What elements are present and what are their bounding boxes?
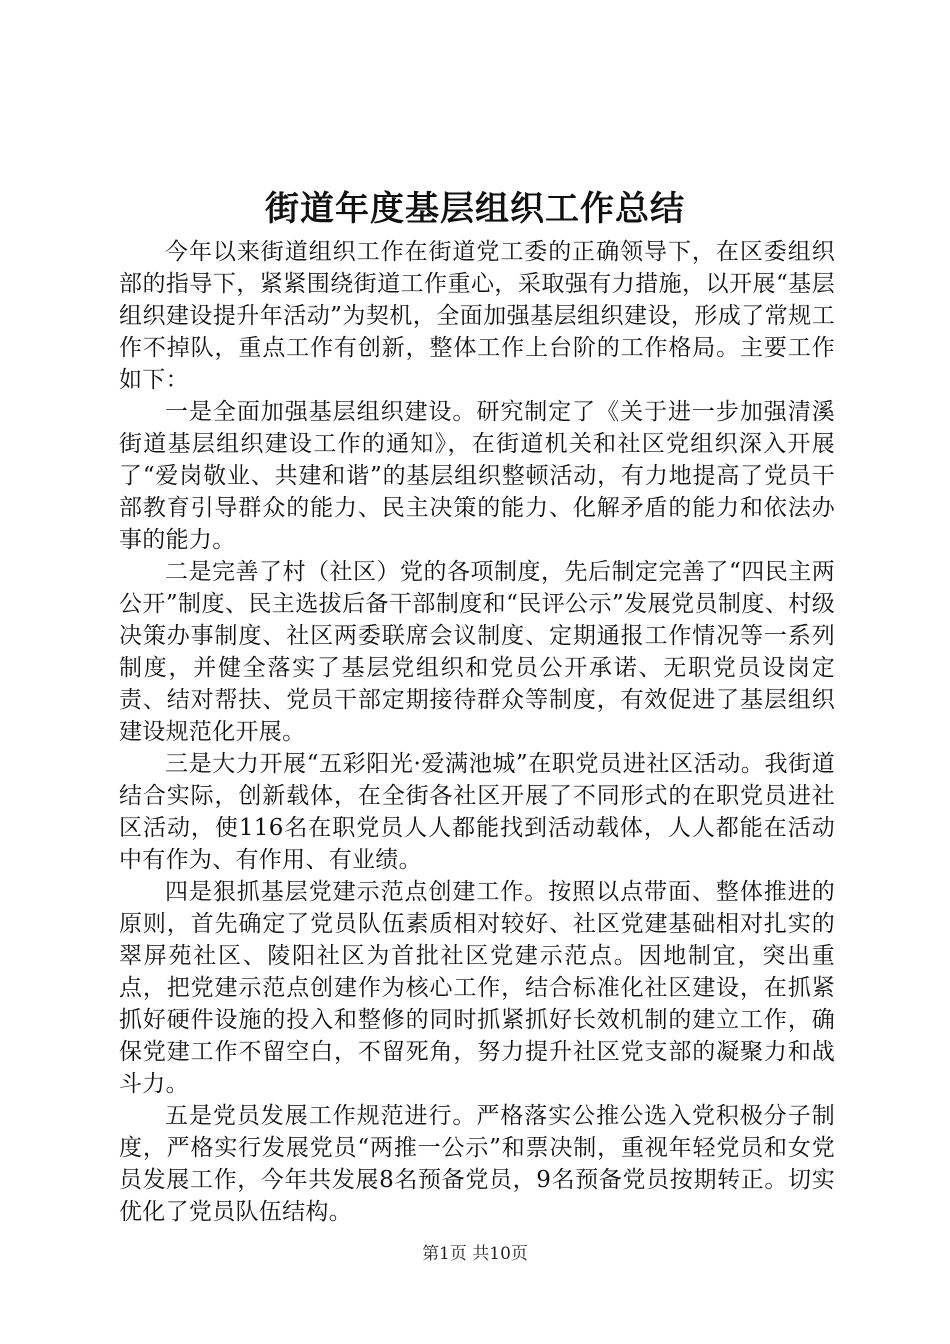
paragraph-item-4: 四是狠抓基层党建示范点创建工作。按照以点带面、整体推进的原则，首先确定了党员队伍素质相对较好、社区党建基础相对扎实的翠屏苑社区、陵阳社区为首批社区党建示范点。因地制宜，突出重点，把党建示范点创建作为核心工作，结合标准化社区建设，在抓紧抓好硬件设施的投入和整修的同时抓紧抓好长效机制的建立工作，确保党建工作不留空白，不留死角，努力提升社区党支部的凝聚力和战斗力。: [119, 879, 835, 1097]
page-title: 街道年度基层组织工作总结: [265, 189, 685, 229]
paragraph-intro: 今年以来街道组织工作在街道党工委的正确领导下，在区委组织部的指导下，紧紧围绕街道工作重心，采取强有力措施，以开展“基层组织建设提升年活动”为契机，全面加强基层组织建设，形成了常规工作不掉队，重点工作有创新，整体工作上台阶的工作格局。主要工作如下：: [119, 239, 835, 393]
document-body: [119, 236, 835, 1228]
paragraph-item-1: 一是全面加强基层组织建设。研究制定了《关于进一步加强清溪街道基层组织建设工作的通知》，在街道机关和社区党组织深入开展了“爱岗敬业、共建和谐”的基层组织整顿活动，有力地提高了党员干部教育引导群众的能力、民主决策的能力、化解矛盾的能力和依法办事的能力。: [119, 399, 835, 553]
paragraph-item-3: 三是大力开展“五彩阳光·爱满池城”在职党员进社区活动。我街道结合实际，创新载体，在全街各社区开展了不同形式的在职党员进社区活动，使116名在职党员人人都能找到活动载体，人人都能在活动中有作为、有作用、有业绩。: [119, 751, 835, 873]
paragraph-item-2: 二是完善了村（社区）党的各项制度，先后制定完善了“四民主两公开”制度、民主选拔后备干部制度和“民评公示”发展党员制度、村级决策办事制度、社区两委联席会议制度、定期通报工作情况等一系列制度，并健全落实了基层党组织和党员公开承诺、无职党员设岗定责、结对帮扶、党员干部定期接待群众等制度，有效促进了基层组织建设规范化开展。: [119, 559, 835, 745]
page-number-footer: 第1页 共10页: [422, 1244, 528, 1264]
paragraph-item-5: 五是党员发展工作规范进行。严格落实公推公选入党积极分子制度，严格实行发展党员“两推一公示”和票决制，重视年轻党员和女党员发展工作，今年共发展8名预备党员，9名预备党员按期转正。切实优化了党员队伍结构。: [119, 1103, 835, 1225]
